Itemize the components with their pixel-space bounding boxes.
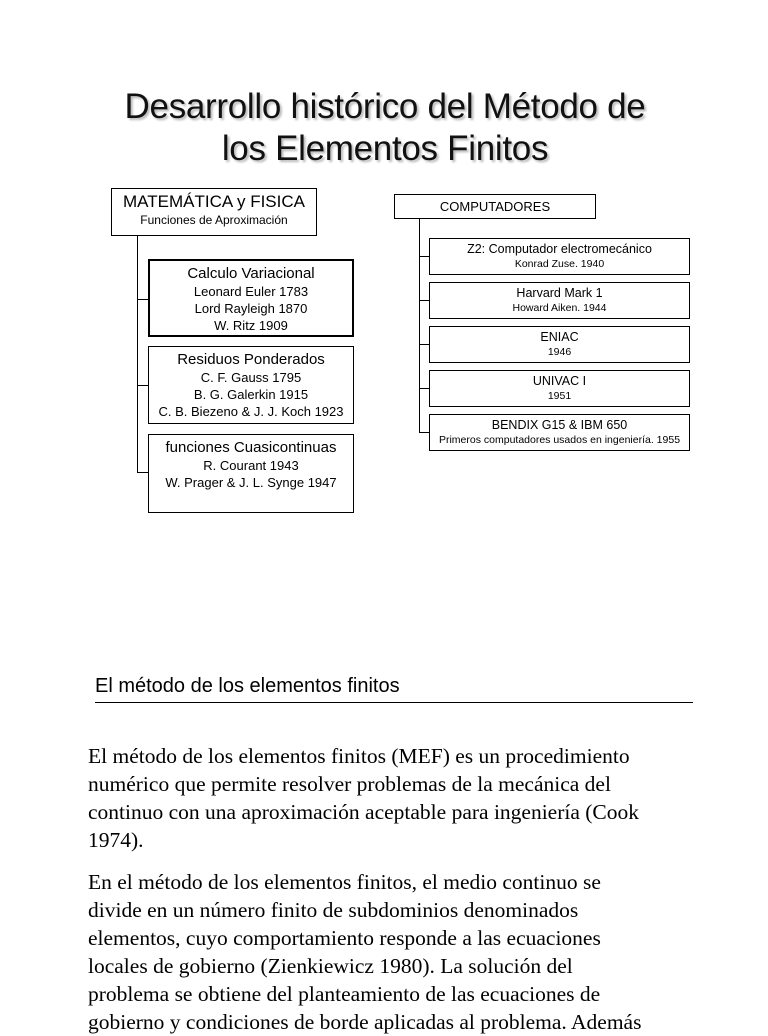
variational-calculus-box [148, 259, 354, 337]
group-line: C. B. Biezeno & J. J. Koch 1923 [158, 404, 344, 419]
math-physics-box [111, 188, 317, 236]
math-tree-branch-3 [137, 472, 148, 473]
weighted-residuals-box [148, 346, 354, 424]
computers-tree-branch-2 [419, 300, 429, 301]
group-line: W. Ritz 1909 [214, 318, 288, 333]
computers-heading: COMPUTADORES [439, 199, 551, 214]
math-physics-heading: MATEMÁTICA y FISICA [123, 192, 305, 211]
paragraph-line: El método de los elementos finitos (MEF) es un procedimiento [88, 744, 630, 768]
computer-name: Z2: Computador electromecánico [467, 242, 652, 256]
computer-item [429, 326, 690, 363]
paragraph-2 [88, 868, 698, 1036]
paragraph-line: continuo con una aproximación aceptable para ingeniería (Cook [88, 800, 640, 824]
computers-tree-branch-1 [419, 256, 429, 257]
computer-name: Harvard Mark 1 [516, 286, 603, 300]
computer-item [429, 370, 690, 407]
group-line: Leonard Euler 1783 [193, 284, 309, 299]
computers-tree-branch-3 [419, 344, 429, 345]
math-tree-vertical-line [137, 236, 138, 473]
computer-detail: Konrad Zuse. 1940 [514, 258, 605, 270]
computer-detail: Howard Aiken. 1944 [512, 302, 607, 314]
group-line: Lord Rayleigh 1870 [194, 301, 308, 316]
group-heading: Calculo Variacional [187, 265, 315, 282]
group-line: R. Courant 1943 [203, 458, 299, 473]
computer-detail: Primeros computadores usados en ingeniería. 1955 [438, 434, 681, 446]
computer-detail: 1946 [547, 346, 572, 358]
paragraph-line: divide en un número finito de subdominios denominados [88, 898, 579, 922]
page-title-line-2: los Elementos Finitos [221, 129, 549, 168]
section-heading [95, 674, 693, 703]
quasi-continuous-functions-box [148, 434, 354, 513]
paragraph-1 [88, 742, 698, 854]
paragraph-line: numérico que permite resolver problemas de la mecánica del [88, 772, 611, 796]
computers-box [394, 194, 596, 219]
computer-item [429, 238, 690, 275]
paragraph-line: 1974). [88, 828, 144, 852]
computer-name: BENDIX G15 & IBM 650 [491, 418, 628, 432]
math-tree-branch-1 [137, 299, 148, 300]
computer-detail: 1951 [547, 390, 572, 402]
group-line: C. F. Gauss 1795 [200, 370, 302, 385]
computers-tree-vertical-line [419, 219, 420, 433]
paragraph-line: En el método de los elementos finitos, el medio continuo se [88, 870, 601, 894]
page-title [60, 86, 710, 170]
math-tree-branch-2 [137, 385, 148, 386]
computer-item [429, 282, 690, 319]
group-line: W. Prager & J. L. Synge 1947 [165, 475, 337, 490]
math-physics-subheading: Funciones de Aproximación [140, 213, 288, 227]
computer-name: ENIAC [540, 330, 579, 344]
paragraph-line: gobierno y condiciones de borde aplicadas al problema. Además [88, 1010, 642, 1034]
computer-item [429, 414, 690, 451]
computer-name: UNIVAC I [532, 374, 587, 388]
page-title-line-1: Desarrollo histórico del Método de [124, 87, 646, 126]
group-heading: Residuos Ponderados [177, 351, 325, 368]
computers-tree-branch-5 [419, 432, 429, 433]
group-heading: funciones Cuasicontinuas [165, 439, 337, 456]
paragraph-line: elementos, cuyo comportamiento responde a las ecuaciones [88, 926, 601, 950]
section-heading-text: El método de los elementos finitos [95, 675, 400, 697]
paragraph-line: locales de gobierno (Zienkiewicz 1980). La solución del [88, 954, 573, 978]
paragraph-line: problema se obtiene del planteamiento de las ecuaciones de [88, 982, 601, 1006]
group-line: B. G. Galerkin 1915 [193, 387, 309, 402]
computers-tree-branch-4 [419, 388, 429, 389]
